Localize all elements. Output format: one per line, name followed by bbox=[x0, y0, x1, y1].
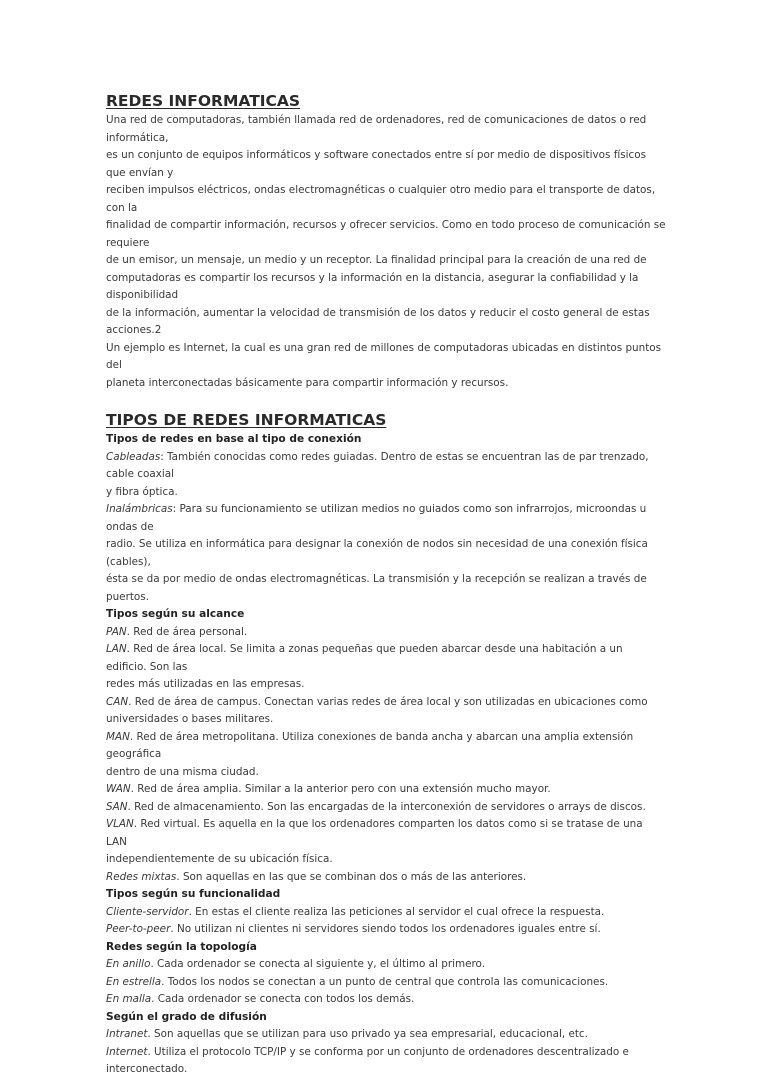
entry-line bbox=[106, 781, 666, 799]
entry-term: WAN bbox=[106, 783, 131, 795]
entry-text: ésta se da por medio de ondas electromagnéticas. La transmisión y la recepción se realizan a través de puertos. bbox=[106, 573, 647, 603]
entry-text: : Para su funcionamiento se utilizan medios no guiados como son infrarrojos, microondas u ondas de bbox=[106, 503, 647, 533]
entry-text: . Cada ordenador se conecta con todos los demás. bbox=[151, 993, 415, 1005]
entry-term: Peer-to-peer bbox=[106, 923, 171, 935]
entry-text: y fibra óptica. bbox=[106, 485, 178, 498]
entry-line bbox=[106, 1026, 666, 1044]
entry-term: Cliente-servidor bbox=[106, 905, 189, 918]
entry-line bbox=[106, 1044, 666, 1079]
intro-line: computadoras es compartir los recursos y la información en la distancia, asegurar la confiabilidad y la disponibilidad bbox=[106, 271, 639, 301]
entry-line bbox=[106, 799, 666, 817]
page-title: REDES INFORMATICAS bbox=[106, 92, 301, 110]
entry-term: CAN bbox=[106, 695, 129, 708]
entry-term: Inalámbricas bbox=[106, 503, 173, 515]
entry-term: SAN bbox=[106, 800, 128, 813]
subsection-heading: Tipos según su alcance bbox=[106, 608, 245, 620]
entry-term: Intranet bbox=[106, 1028, 148, 1040]
sections-container bbox=[106, 431, 666, 1079]
entry-line bbox=[106, 694, 666, 712]
entry-continuation bbox=[106, 536, 666, 571]
intro-line: de un emisor, un mensaje, un medio y un receptor. La finalidad principal para la creación de una red de bbox=[106, 254, 647, 266]
entry-term: MAN bbox=[106, 730, 130, 743]
entry-continuation bbox=[106, 851, 666, 869]
intro-line: Una red de computadoras, también llamada red de ordenadores, red de comunicaciones de datos o red informática, bbox=[106, 114, 647, 144]
entry-line bbox=[106, 869, 666, 887]
intro-line: de la información, aumentar la velocidad de transmisión de los datos y reducir el costo general de estas acciones.2 bbox=[106, 306, 650, 336]
entry-line bbox=[106, 729, 666, 764]
entry-line bbox=[106, 641, 666, 676]
entry-text: . Cada ordenador se conecta al siguiente y, el último al primero. bbox=[150, 958, 486, 970]
entry-text: . Son aquellas en las que se combinan dos o más de las anteriores. bbox=[176, 870, 527, 883]
entry-term: En malla bbox=[106, 993, 152, 1005]
entry-line bbox=[106, 501, 666, 536]
entry-continuation bbox=[106, 676, 666, 694]
document-content bbox=[106, 90, 666, 1079]
intro-line: planeta interconectadas básicamente para compartir información y recursos. bbox=[106, 376, 509, 389]
entry-line bbox=[106, 816, 666, 851]
entry-continuation bbox=[106, 484, 666, 502]
entry-text: . Utiliza el protocolo TCP/IP y se conforma por un conjunto de ordenadores descentralizado e interconectado. bbox=[106, 1045, 629, 1075]
intro-line: Un ejemplo es Internet, la cual es una gran red de millones de computadoras ubicadas en distintos puntos del bbox=[106, 341, 662, 371]
entry-line bbox=[106, 449, 666, 484]
entry-line bbox=[106, 991, 666, 1009]
intro-line: finalidad de compartir información, recursos y ofrecer servicios. Como en todo proceso de comunicación se requiere bbox=[106, 219, 666, 249]
intro-paragraph bbox=[106, 112, 666, 392]
entry-term: LAN bbox=[106, 643, 127, 655]
intro-line: reciben impulsos eléctricos, ondas electromagnéticas o cualquier otro medio para el transporte de datos, con la bbox=[106, 184, 656, 214]
entry-text: . Red de área personal. bbox=[126, 625, 248, 638]
section-title: TIPOS DE REDES INFORMATICAS bbox=[106, 411, 387, 429]
entry-text: redes más utilizadas en las empresas. bbox=[106, 678, 305, 690]
entry-term: En anillo bbox=[106, 958, 151, 970]
entry-line bbox=[106, 956, 666, 974]
entry-text: . Red virtual. Es aquella en la que los ordenadores comparten los datos como si se tratase de una LAN bbox=[106, 818, 643, 848]
entry-text: . Red de área metropolitana. Utiliza conexiones de banda ancha y abarcan una amplia extensión geográfica bbox=[106, 730, 634, 760]
entry-term: Redes mixtas bbox=[106, 870, 177, 883]
entry-line bbox=[106, 624, 666, 642]
entry-line bbox=[106, 921, 666, 939]
entry-text: . No utilizan ni clientes ni servidores siendo todos los ordenadores iguales entre sí. bbox=[170, 923, 601, 935]
entry-text: . Son aquellas que se utilizan para uso privado ya sea empresarial, educacional, etc. bbox=[147, 1028, 588, 1040]
entry-term: Cableadas bbox=[106, 450, 161, 463]
entry-text: . Red de área amplia. Similar a la anterior pero con una extensión mucho mayor. bbox=[130, 783, 551, 795]
entry-text: . Red de área de campus. Conectan varias redes de área local y son utilizadas en ubicaciones como bbox=[128, 695, 648, 708]
entry-continuation bbox=[106, 571, 666, 606]
entry-continuation bbox=[106, 764, 666, 782]
entry-text: . Red de almacenamiento. Son las encargadas de la interconexión de servidores o arrays de discos. bbox=[127, 800, 646, 813]
entry-line bbox=[106, 974, 666, 992]
entry-continuation bbox=[106, 711, 666, 729]
entry-text: universidades o bases militares. bbox=[106, 713, 274, 725]
intro-line: es un conjunto de equipos informáticos y software conectados entre sí por medio de dispositivos físicos que envían y bbox=[106, 149, 647, 179]
entry-term: Internet bbox=[106, 1045, 148, 1058]
entry-text: independientemente de su ubicación física. bbox=[106, 853, 333, 865]
entry-text: : También conocidas como redes guiadas. Dentro de estas se encuentran las de par trenzado, cable coaxial bbox=[106, 450, 649, 480]
subsection-heading: Tipos según su funcionalidad bbox=[106, 888, 281, 900]
entry-text: . Todos los nodos se conectan a un punto de central que controla las comunicaciones. bbox=[161, 975, 609, 988]
entry-line bbox=[106, 904, 666, 922]
entry-text: . En estas el cliente realiza las peticiones al servidor el cual ofrece la respuesta. bbox=[188, 905, 605, 918]
entry-term: PAN bbox=[106, 625, 127, 638]
subsection-heading: Según el grado de difusión bbox=[106, 1010, 267, 1023]
entry-text: dentro de una misma ciudad. bbox=[106, 765, 259, 778]
entry-term: VLAN bbox=[106, 818, 134, 830]
subsection-heading: Tipos de redes en base al tipo de conexión bbox=[106, 433, 362, 445]
entry-term: En estrella bbox=[106, 975, 162, 988]
entry-text: . Red de área local. Se limita a zonas pequeñas que pueden abarcar desde una habitación a un edificio. Son las bbox=[106, 643, 623, 673]
subsection-heading: Redes según la topología bbox=[106, 940, 257, 953]
entry-text: radio. Se utiliza en informática para designar la conexión de nodos sin necesidad de una conexión física (cables), bbox=[106, 538, 648, 568]
